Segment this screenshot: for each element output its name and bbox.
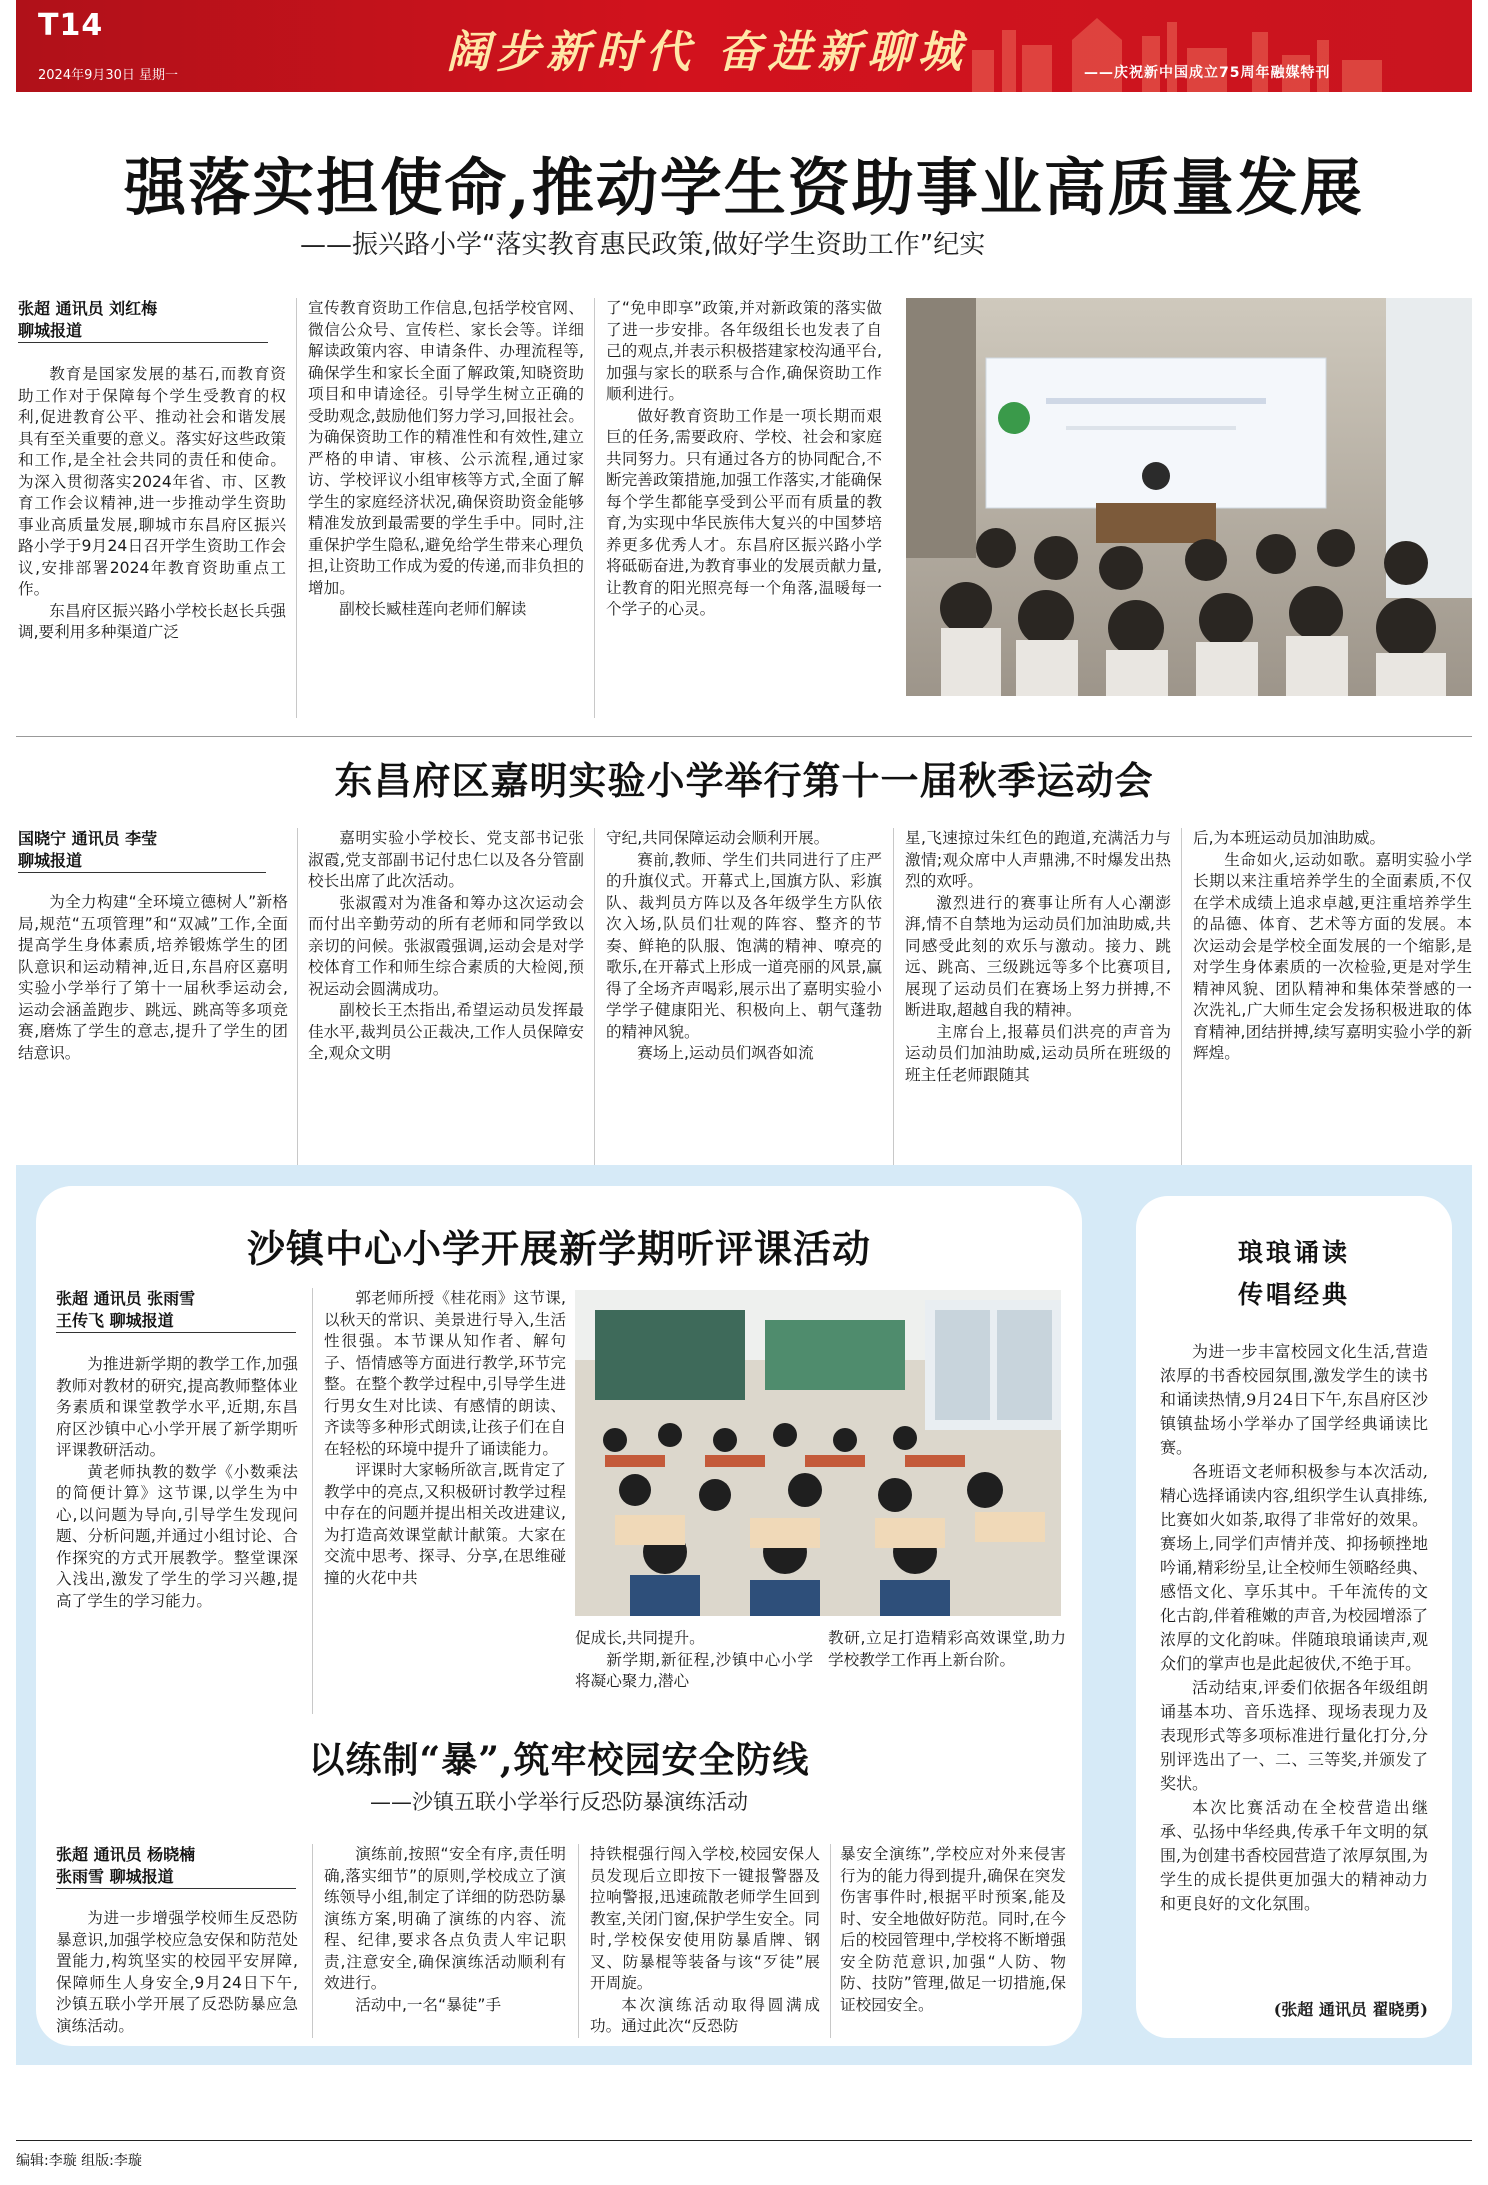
sidebar-title xyxy=(1136,1232,1452,1316)
article1-column-2 xyxy=(308,298,584,718)
article4-byline xyxy=(56,1844,296,1889)
paragraph: 东昌府区振兴路小学校长赵长兵强调,要利用多种渠道广泛 xyxy=(18,601,286,641)
paragraph: 新学期,新征程,沙镇中心小学将凝心聚力,潜心 xyxy=(575,1650,813,1690)
article3-column-4 xyxy=(828,1628,1066,1708)
paragraph: 为推进新学期的教学工作,加强教师对教材的研究,提高教师整体业务素质和课堂教学水平,近期,东昌府区沙镇中心小学开展了新学期听评课教研活动。 xyxy=(56,1355,298,1459)
byline-reporters: 张超 通讯员 杨晓楠 xyxy=(56,1845,196,1864)
paragraph: 演练前,按照“安全有序,责任明确,落实细节”的原则,学校成立了演练领导小组,制定了详细的防恐防暴演练方案,明确了演练的内容、流程、纪律,要求各点负责人牢记职责,注意安全,确保演练活动顺利有效进行。 xyxy=(324,1845,566,1992)
byline-reporters: 张超 通讯员 张雨雪 xyxy=(56,1289,196,1308)
byline-location: 聊城报道 xyxy=(18,320,268,343)
paragraph: 赛场上,运动员们飒沓如流 xyxy=(637,1044,814,1062)
article4-column-4 xyxy=(840,1844,1066,2038)
paragraph: 副校长臧桂莲向老师们解读 xyxy=(339,600,527,618)
column-divider xyxy=(830,1844,831,2038)
article1-column-1 xyxy=(18,364,286,720)
paragraph: 为进一步丰富校园文化生活,营造浓厚的书香校园氛围,激发学生的读书和诵读热情,9月24日下午,东昌府区沙镇镇盐场小学举办了国学经典诵读比赛。 xyxy=(1160,1342,1428,1457)
article3-byline xyxy=(56,1288,296,1333)
paragraph: 活动结束,评委们依据各年级组朗诵基本功、音乐选择、现场表现力及表现形式等多项标准进行量化打分,分别评选出了一、二、三等奖,并颁发了奖状。 xyxy=(1160,1678,1428,1793)
paragraph: 守纪,共同保障运动会顺利开展。 xyxy=(606,829,830,847)
column-divider xyxy=(594,298,595,718)
paragraph: 主席台上,报幕员们洪亮的声音为运动员们加油助威,运动员所在班级的班主任老师跟随其 xyxy=(905,1022,1171,1084)
paragraph: 生命如火,运动如歌。嘉明实验小学长期以来注重培养学生的全面素质,不仅在学术成绩上追求卓越,更注重培养学生的品德、体育、艺术等方面的发展。本次运动会是学校全面发展的一个缩影,是对学生身体素质的一次检验,更是对学生精神风貌、团队精神和集体荣誉感的一次洗礼,广大师生定会发扬积极进取的体育精神,团结拼搏,续写嘉明实验小学的新辉煌。 xyxy=(1193,850,1472,1062)
article2-column-5 xyxy=(1193,828,1472,1173)
article1-subheadline: ——振兴路小学“落实教育惠民政策,做好学生资助工作”纪实 xyxy=(300,230,986,260)
column-divider xyxy=(296,298,297,718)
article4-headline: 以练制“暴”,筑牢校园安全防线 xyxy=(308,1739,810,1781)
paragraph: 促成长,共同提升。 xyxy=(575,1629,705,1647)
paragraph: 为进一步增强学校师生反恐防暴意识,加强学校应急安保和防范处置能力,构筑坚实的校园平安屏障,保障师生人身安全,9月24日下午,沙镇五联小学开展了反恐防暴应急演练活动。 xyxy=(56,1909,298,2035)
article1-headline: 强落实担使命,推动学生资助事业高质量发展 xyxy=(124,151,1364,224)
paragraph: 为全力构建“全环境立德树人”新格局,规范“五项管理”和“双减”工作,全面提高学生身体素质,培养锻炼学生的团队意识和运动精神,近日,东昌府区嘉明实验小学举行了第十一届秋季运动会,运动会涵盖跑步、跳远、跳高等多项竞赛,磨炼了学生的意志,提升了学生的团结意识。 xyxy=(18,893,288,1062)
article1-column-3 xyxy=(606,298,882,718)
paragraph: 后,为本班运动员加油助威。 xyxy=(1193,829,1386,847)
sidebar-title-line-1: 琅琅诵读 xyxy=(1237,1238,1350,1267)
paragraph: 黄老师执教的数学《小数乘法的简便计算》这节课,以学生为中心,以问题为导向,引导学生发现问题、分析问题,并通过小组讨论、合作探究的方式开展教学。整堂课深入浅出,激发了学生的学习兴趣,提高了学生的学习能力。 xyxy=(56,1462,298,1610)
paragraph: 活动中,一名“暴徒”手 xyxy=(355,1995,502,2014)
article3-column-3 xyxy=(575,1628,813,1708)
column-divider xyxy=(893,828,894,1173)
paragraph: 赛前,教师、学生们共同进行了庄严的升旗仪式。开幕式上,国旗方队、彩旗队、裁判员方阵以及各年级学生方队依次入场,队员们壮观的阵容、整齐的节奏、鲜艳的队服、饱满的精神、嘹亮的歌乐,在开幕式上形成一道亮丽的风景,赢得了全场齐声喝彩,展示出了嘉明实验小学学子健康阳光、积极向上、朝气蓬勃的精神风貌。 xyxy=(606,850,882,1041)
article4-column-1 xyxy=(56,1908,298,2038)
paragraph: 副校长王杰指出,希望运动员发挥最佳水平,裁判员公正裁决,工作人员保障安全,观众文明 xyxy=(308,1001,584,1062)
column-divider xyxy=(312,1288,313,1714)
paragraph: 嘉明实验小学校长、党支部书记张淑霞,党支部副书记付忠仁以及各分管副校长出席了此次活动。 xyxy=(308,829,584,890)
masthead-slogan: 阔步新时代 奋进新聊城 xyxy=(446,27,968,78)
column-divider xyxy=(594,828,595,1173)
article4-column-2 xyxy=(324,1844,566,2038)
paragraph: 做好教育资助工作是一项长期而艰巨的任务,需要政府、学校、社会和家庭共同努力。只有通过各方的协同配合,不断完善政策措施,加强工作落实,才能确保每个学生都能享受到公平而有质量的教育,为实现中华民族伟大复兴的中国梦培养更多优秀人才。东昌府区振兴路小学将砥砺奋进,为教育事业的发展贡献力量,让教育的阳光照亮每一个角落,温暖每一个学子的心灵。 xyxy=(606,406,882,618)
article3-column-2 xyxy=(324,1288,566,1714)
paragraph: 持铁棍强行闯入学校,校园安保人员发现后立即按下一键报警器及拉响警报,迅速疏散老师学生回到教室,关闭门窗,保护学生安全。同时,学校保安使用防暴盾牌、钢叉、防暴棍等装备与该“歹徒”展开周旋。 xyxy=(590,1845,820,1992)
byline-reporters: 张超 通讯员 刘红梅 xyxy=(18,299,158,318)
masthead-banner xyxy=(16,0,1472,92)
article3-column-1 xyxy=(56,1354,298,1714)
paragraph: 激烈进行的赛事让所有人心潮澎湃,情不自禁地为运动员们加油助威,共同感受此刻的欢乐与激动。接力、跳远、跳高、三级跳远等多个比赛项目,展现了运动员们在赛场上努力拼搏,不断进取,超越自我的精神。 xyxy=(905,893,1171,1019)
byline-location: 张雨雪 聊城报道 xyxy=(56,1866,296,1889)
column-divider xyxy=(297,828,298,1173)
article2-column-3 xyxy=(606,828,882,1173)
paragraph: 评课时大家畅所欲言,既肯定了教学中的亮点,又积极研讨教学过程中存在的问题并提出相关改进建议,为打造高效课堂献计献策。大家在交流中思考、探寻、分享,在思维碰撞的火花中共 xyxy=(324,1461,566,1587)
paragraph: 张淑霞对为准备和筹办这次运动会而付出辛勤劳动的所有老师和同学致以亲切的问候。张淑霞强调,运动会是对学校体育工作和师生综合素质的大检阅,预祝运动会圆满成功。 xyxy=(308,893,584,998)
paragraph: 本次演练活动取得圆满成功。通过此次“反恐防 xyxy=(590,1995,820,2035)
article4-column-3 xyxy=(590,1844,820,2038)
paragraph: 宣传教育资助工作信息,包括学校官网、微信公众号、宣传栏、家长会等。详细解读政策内容、申请条件、办理流程等,确保学生和家长全面了解政策,知晓资助项目和申请途径。引导学生树立正确的受助观念,鼓励他们努力学习,回报社会。为确保资助工作的精准性和有效性,建立严格的申请、审核、公示流程,通过家访、学校评议小组审核等方式,全面了解学生的家庭经济状况,确保资助资金能够精准发放到最需要的学生手中。同时,注重保护学生隐私,避免给学生带来心理负担,让资助工作成为爱的传递,而非负担的增加。 xyxy=(308,299,584,597)
meeting-photo xyxy=(906,298,1472,696)
article2-column-4 xyxy=(905,828,1171,1173)
article2-byline xyxy=(18,828,266,873)
column-divider xyxy=(1181,828,1182,1173)
byline-reporters: 国晓宁 通讯员 李莹 xyxy=(18,829,158,848)
sidebar-credit: (张超 通讯员 翟晓勇) xyxy=(1273,2000,1428,2019)
article2-headline: 东昌府区嘉明实验小学举行第十一届秋季运动会 xyxy=(334,758,1154,803)
masthead-subslogan: ——庆祝新中国成立75周年融媒特刊 xyxy=(1084,65,1331,81)
article4-subheadline: ——沙镇五联小学举行反恐防暴演练活动 xyxy=(370,1790,748,1814)
column-divider xyxy=(578,1844,579,2038)
paragraph: 本次比赛活动在全校营造出继承、弘扬中华经典,传承千年文明的氛围,为创建书香校园营造了浓厚氛围,为学生的成长提供更加强大的精神动力和更良好的文化氛围。 xyxy=(1160,1798,1428,1913)
paragraph: 星,飞速掠过朱红色的跑道,充满活力与激情;观众席中人声鼎沸,不时爆发出热烈的欢呼。 xyxy=(905,829,1171,890)
paragraph: 教研,立足打造精彩高效课堂,助力学校教学工作再上新台阶。 xyxy=(828,1629,1066,1669)
byline-location: 聊城报道 xyxy=(18,850,266,873)
section-divider xyxy=(16,736,1472,737)
footer-rule xyxy=(16,2140,1472,2141)
footer-credits: 编辑:李璇 组版:李璇 xyxy=(16,2153,142,2169)
byline-location: 王传飞 聊城报道 xyxy=(56,1310,296,1333)
article2-column-1 xyxy=(18,892,288,1174)
sidebar-body xyxy=(1160,1340,1428,1990)
paragraph: 了“免申即享”政策,并对新政策的落实做了进一步安排。各年级组长也发表了自己的观点,并表示积极搭建家校沟通平台,加强与家长的联系与合作,确保资助工作顺利进行。 xyxy=(606,299,882,403)
paragraph: 暴安全演练”,学校应对外来侵害行为的能力得到提升,确保在突发伤害事件时,根据平时预案,能及时、安全地做好防范。同时,在今后的校园管理中,学校将不断增强安全防范意识,加强“人防、物防、技防”管理,做足一切措施,保证校园安全。 xyxy=(840,1845,1066,2014)
page-number: T14 xyxy=(38,8,104,43)
paragraph: 郭老师所授《桂花雨》这节课,以秋天的常识、美景进行导入,生活性很强。本节课从知作者、解句子、悟情感等方面进行教学,环节完整。在整个教学过程中,引导学生进行男女生对比读、有感情的朗读、齐读等多种形式朗读,让孩子们在自在轻松的环境中提升了诵读能力。 xyxy=(324,1289,566,1458)
article1-byline xyxy=(18,298,268,343)
publication-date: 2024年9月30日 星期一 xyxy=(38,68,179,83)
classroom-photo xyxy=(575,1290,1061,1616)
column-divider xyxy=(312,1844,313,2038)
paragraph: 教育是国家发展的基石,而教育资助工作对于保障每个学生受教育的权利,促进教育公平、推动社会和谐发展具有至关重要的意义。落实好这些政策和工作,是全社会共同的责任和使命。为深入贯彻落实2024年省、市、区教育工作会议精神,进一步推动学生资助事业高质量发展,聊城市东昌府区振兴路小学于9月24日召开学生资助工作会议,安排部署2024年教育资助重点工作。 xyxy=(18,365,286,598)
article2-column-2 xyxy=(308,828,584,1173)
sidebar-title-line-2: 传唱经典 xyxy=(1237,1280,1350,1309)
article3-headline: 沙镇中心小学开展新学期听评课活动 xyxy=(246,1226,871,1271)
paragraph: 各班语文老师积极参与本次活动,精心选择诵读内容,组织学生认真排练,比赛如火如荼,取得了非常好的效果。赛场上,同学们声情并茂、抑扬顿挫地吟诵,精彩纷呈,让全校师生领略经典、感悟文化、享乐其中。千年流传的文化古韵,伴着稚嫩的声音,为校园增添了浓厚的文化韵味。伴随琅琅诵读声,观众们的掌声也是此起彼伏,不绝于耳。 xyxy=(1160,1462,1428,1673)
